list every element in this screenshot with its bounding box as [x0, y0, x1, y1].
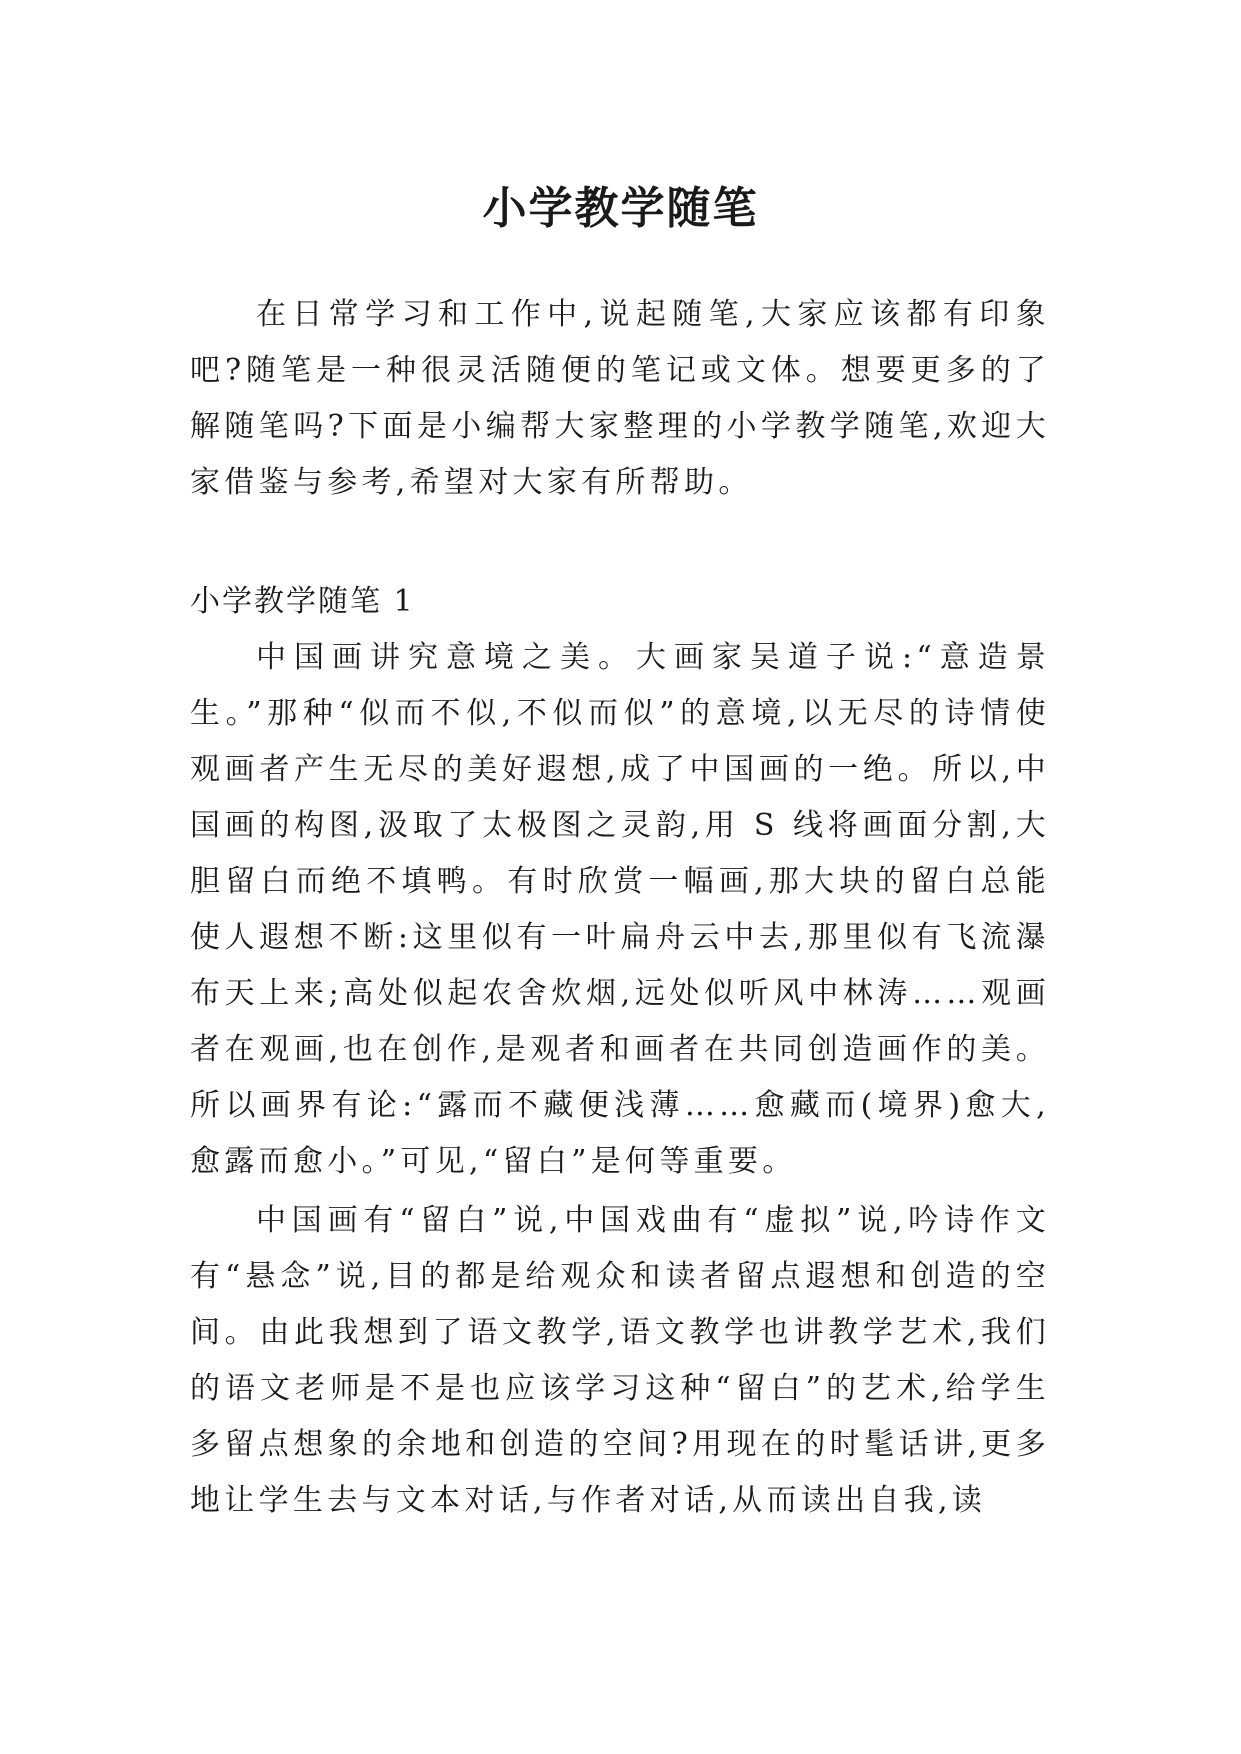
body-paragraph-2: 中国画有“留白”说,中国戏曲有“虚拟”说,吟诗作文有“悬念”说,目的都是给观众和读者留点遐想和创造的空间。由此我想到了语文教学,语文教学也讲教学艺术,我们的语文老师是不是也应该学习这种“留白”的艺术,给学生多留点想象的余地和创造的空间?用现在的时髦话讲,更多地让学生去与文本对话,与作者对话,从而读出自我,读 [190, 1203, 1050, 1518]
intro-paragraph: 在日常学习和工作中,说起随笔,大家应该都有印象吧?随笔是一种很灵活随便的笔记或文体。想要更多的了解随笔吗?下面是小编帮大家整理的小学教学随笔,欢迎大家借鉴与参考,希望对大家有所帮助。 [190, 297, 1050, 500]
section-heading: 小学教学随笔 1 [190, 584, 415, 619]
body-paragraph-1: 中国画讲究意境之美。大画家吴道子说:“意造景生。”那种“似而不似,不似而似”的意境,以无尽的诗情使观画者产生无尽的美好遐想,成了中国画的一绝。所以,中国画的构图,汲取了太极图之灵韵,用 S 线将画面分割,大胆留白而绝不填鸭。有时欣赏一幅画,那大块的留白总能使人遐想不断:这里似有一叶扁舟云中去,那里似有飞流瀑布天上来;高处似起农舍炊烟,远处似听风中林涛……观画者在观画,也在创作,是观者和画者在共同创造画作的美。所以画界有论:“露而不藏便浅薄……愈藏而(境界)愈大,愈露而愈小。”可见,“留白”是何等重要。 [190, 640, 1050, 1179]
page-title: 小学教学随笔 [482, 183, 759, 235]
